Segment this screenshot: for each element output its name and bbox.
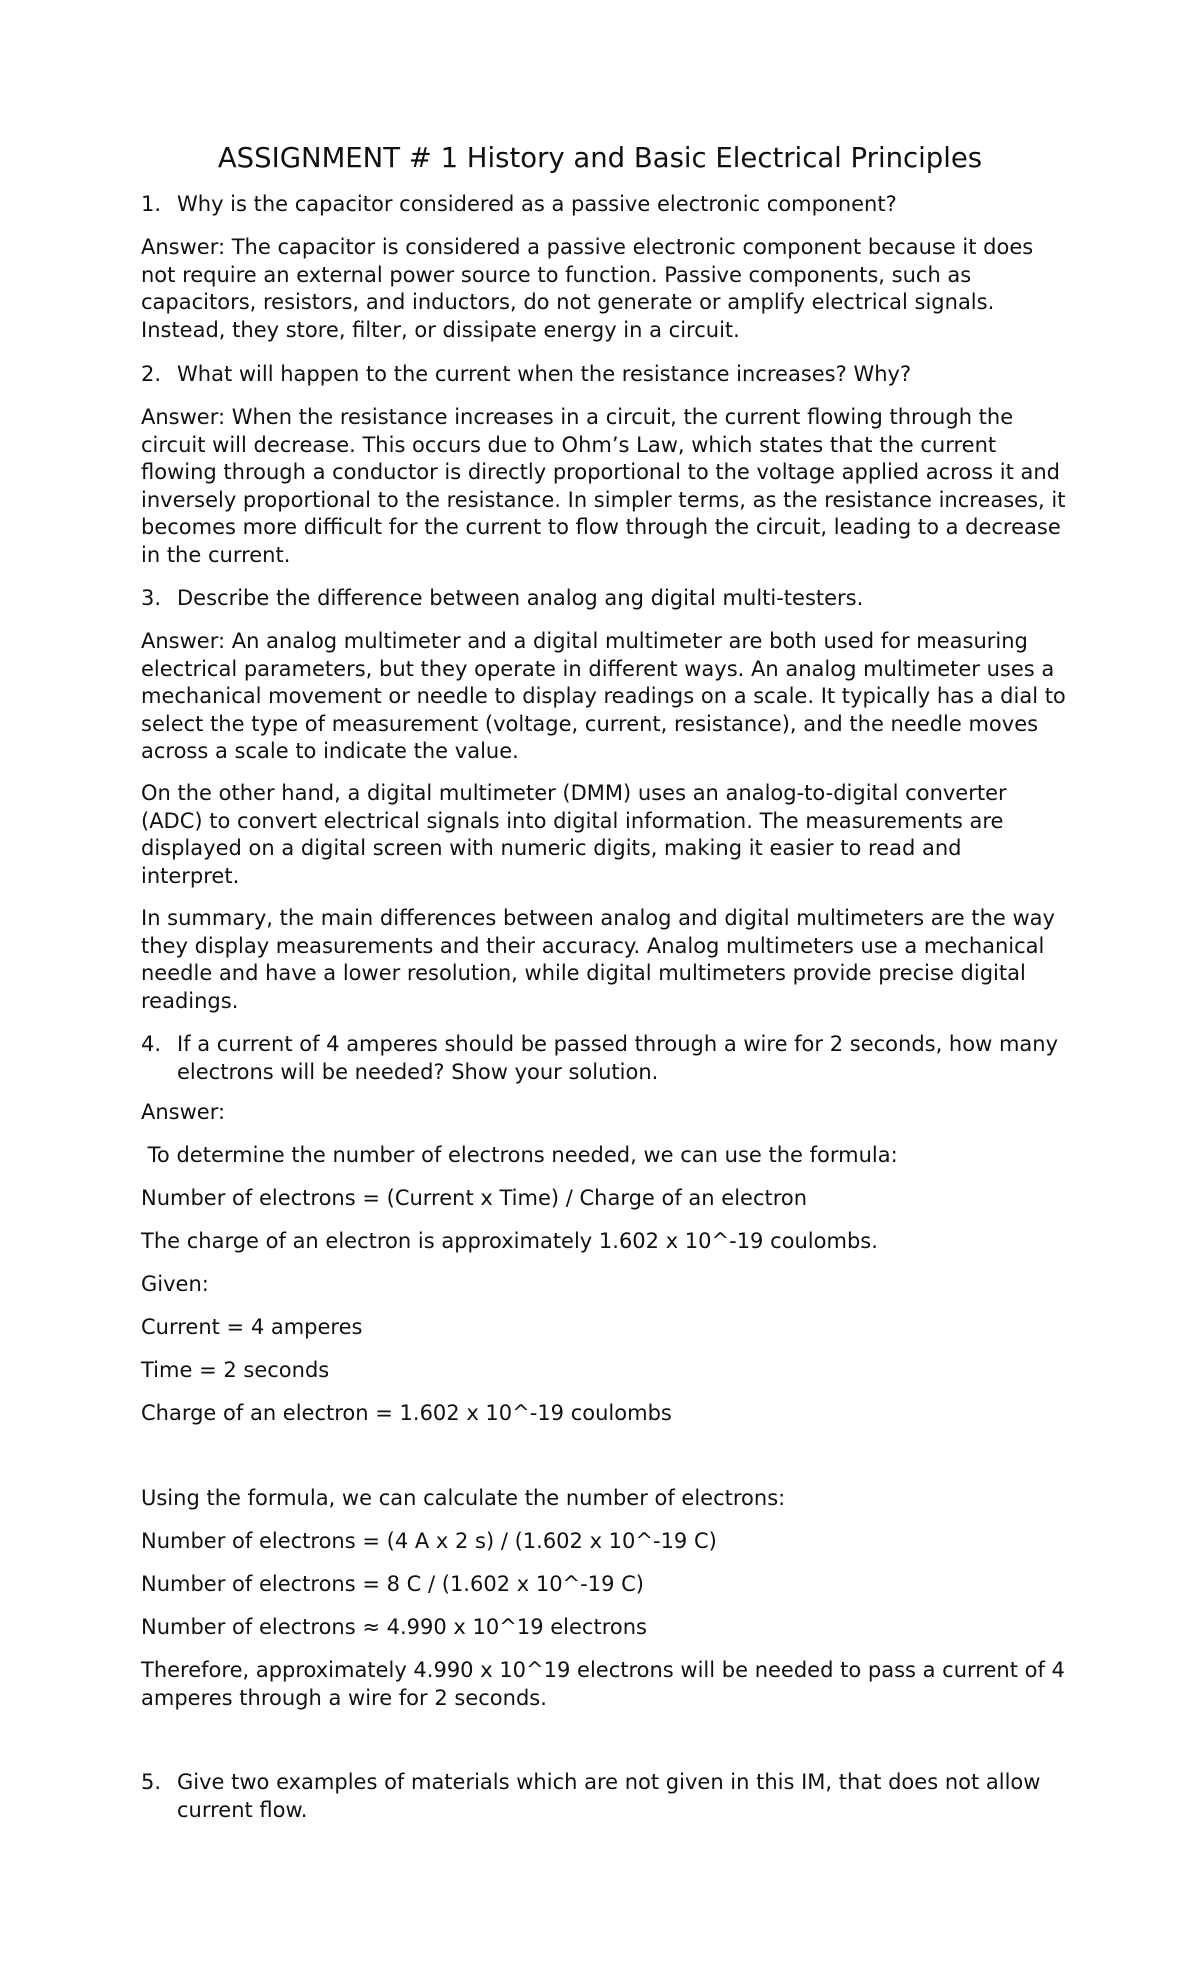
solution-line: Time = 2 seconds bbox=[141, 1358, 330, 1382]
solution-line: Charge of an electron = 1.602 x 10^-19 coulombs bbox=[141, 1401, 672, 1425]
question-2-text: What will happen to the current when the resistance increases? Why? bbox=[177, 362, 912, 386]
page-title: ASSIGNMENT # 1 History and Basic Electrical Principles bbox=[217, 142, 983, 174]
answer-4-label: Answer: bbox=[141, 1100, 226, 1124]
answer-2: Answer: When the resistance increases in a circuit, the current flowing through the circuit will decrease. This occurs due to Ohm’s Law, which states that the current flowing through a conductor is directly proportional to the voltage applied across it and inversely proportional to the resistance. In simpler terms, as the resistance increases, it becomes more difficult for the current to flow through the circuit, leading to a decrease in the current. bbox=[141, 405, 1066, 567]
solution-line: Current = 4 amperes bbox=[141, 1315, 363, 1339]
question-5-number: 5. bbox=[141, 1770, 162, 1794]
solution-line: To determine the number of electrons needed, we can use the formula: bbox=[141, 1143, 898, 1167]
question-1-number: 1. bbox=[141, 192, 162, 216]
question-4-text: If a current of 4 amperes should be passed through a wire for 2 seconds, how many electrons will be needed? Show your solution. bbox=[177, 1032, 1059, 1084]
question-2-number: 2. bbox=[141, 362, 162, 386]
solution-line: Number of electrons = 8 C / (1.602 x 10^-19 C) bbox=[141, 1572, 644, 1596]
answer-4-conclusion: Therefore, approximately 4.990 x 10^19 electrons will be needed to pass a current of 4 amperes through a wire for 2 seconds. bbox=[141, 1658, 1065, 1710]
question-3-number: 3. bbox=[141, 586, 162, 610]
question-3-text: Describe the difference between analog ang digital multi-testers. bbox=[177, 586, 864, 610]
question-1-text: Why is the capacitor considered as a passive electronic component? bbox=[177, 192, 897, 216]
solution-line: Number of electrons = (4 A x 2 s) / (1.602 x 10^-19 C) bbox=[141, 1529, 717, 1553]
question-5-text: Give two examples of materials which are not given in this IM, that does not allow current flow. bbox=[177, 1770, 1041, 1822]
answer-3-paragraph-2: On the other hand, a digital multimeter (DMM) uses an analog-to-digital converter (ADC) to convert electrical signals into digital information. The measurements are displayed on a digital screen with numeric digits, making it easier to read and interpret. bbox=[141, 781, 1007, 888]
solution-line: Number of electrons = (Current x Time) / Charge of an electron bbox=[141, 1186, 808, 1210]
solution-line: Given: bbox=[141, 1272, 209, 1296]
answer-1: Answer: The capacitor is considered a passive electronic component because it does not require an external power source to function. Passive components, such as capacitors, resistors, and inductors, do not generate or amplify electrical signals. Instead, they store, filter, or dissipate energy in a circuit. bbox=[141, 235, 1034, 342]
solution-line: Number of electrons ≈ 4.990 x 10^19 electrons bbox=[141, 1615, 647, 1639]
answer-3-paragraph-1: Answer: An analog multimeter and a digital multimeter are both used for measuring electrical parameters, but they operate in different ways. An analog multimeter uses a mechanical movement or needle to display readings on a scale. It typically has a dial to select the type of measurement (voltage, current, resistance), and the needle moves across a scale to indicate the value. bbox=[141, 629, 1066, 763]
question-4-number: 4. bbox=[141, 1032, 162, 1056]
solution-line: The charge of an electron is approximately 1.602 x 10^-19 coulombs. bbox=[141, 1229, 878, 1253]
solution-line: Using the formula, we can calculate the number of electrons: bbox=[141, 1486, 786, 1510]
answer-3-paragraph-3: In summary, the main differences between analog and digital multimeters are the way they display measurements and their accuracy. Analog multimeters use a mechanical needle and have a lower resolution, while digital multimeters provide precise digital readings. bbox=[141, 906, 1055, 1013]
